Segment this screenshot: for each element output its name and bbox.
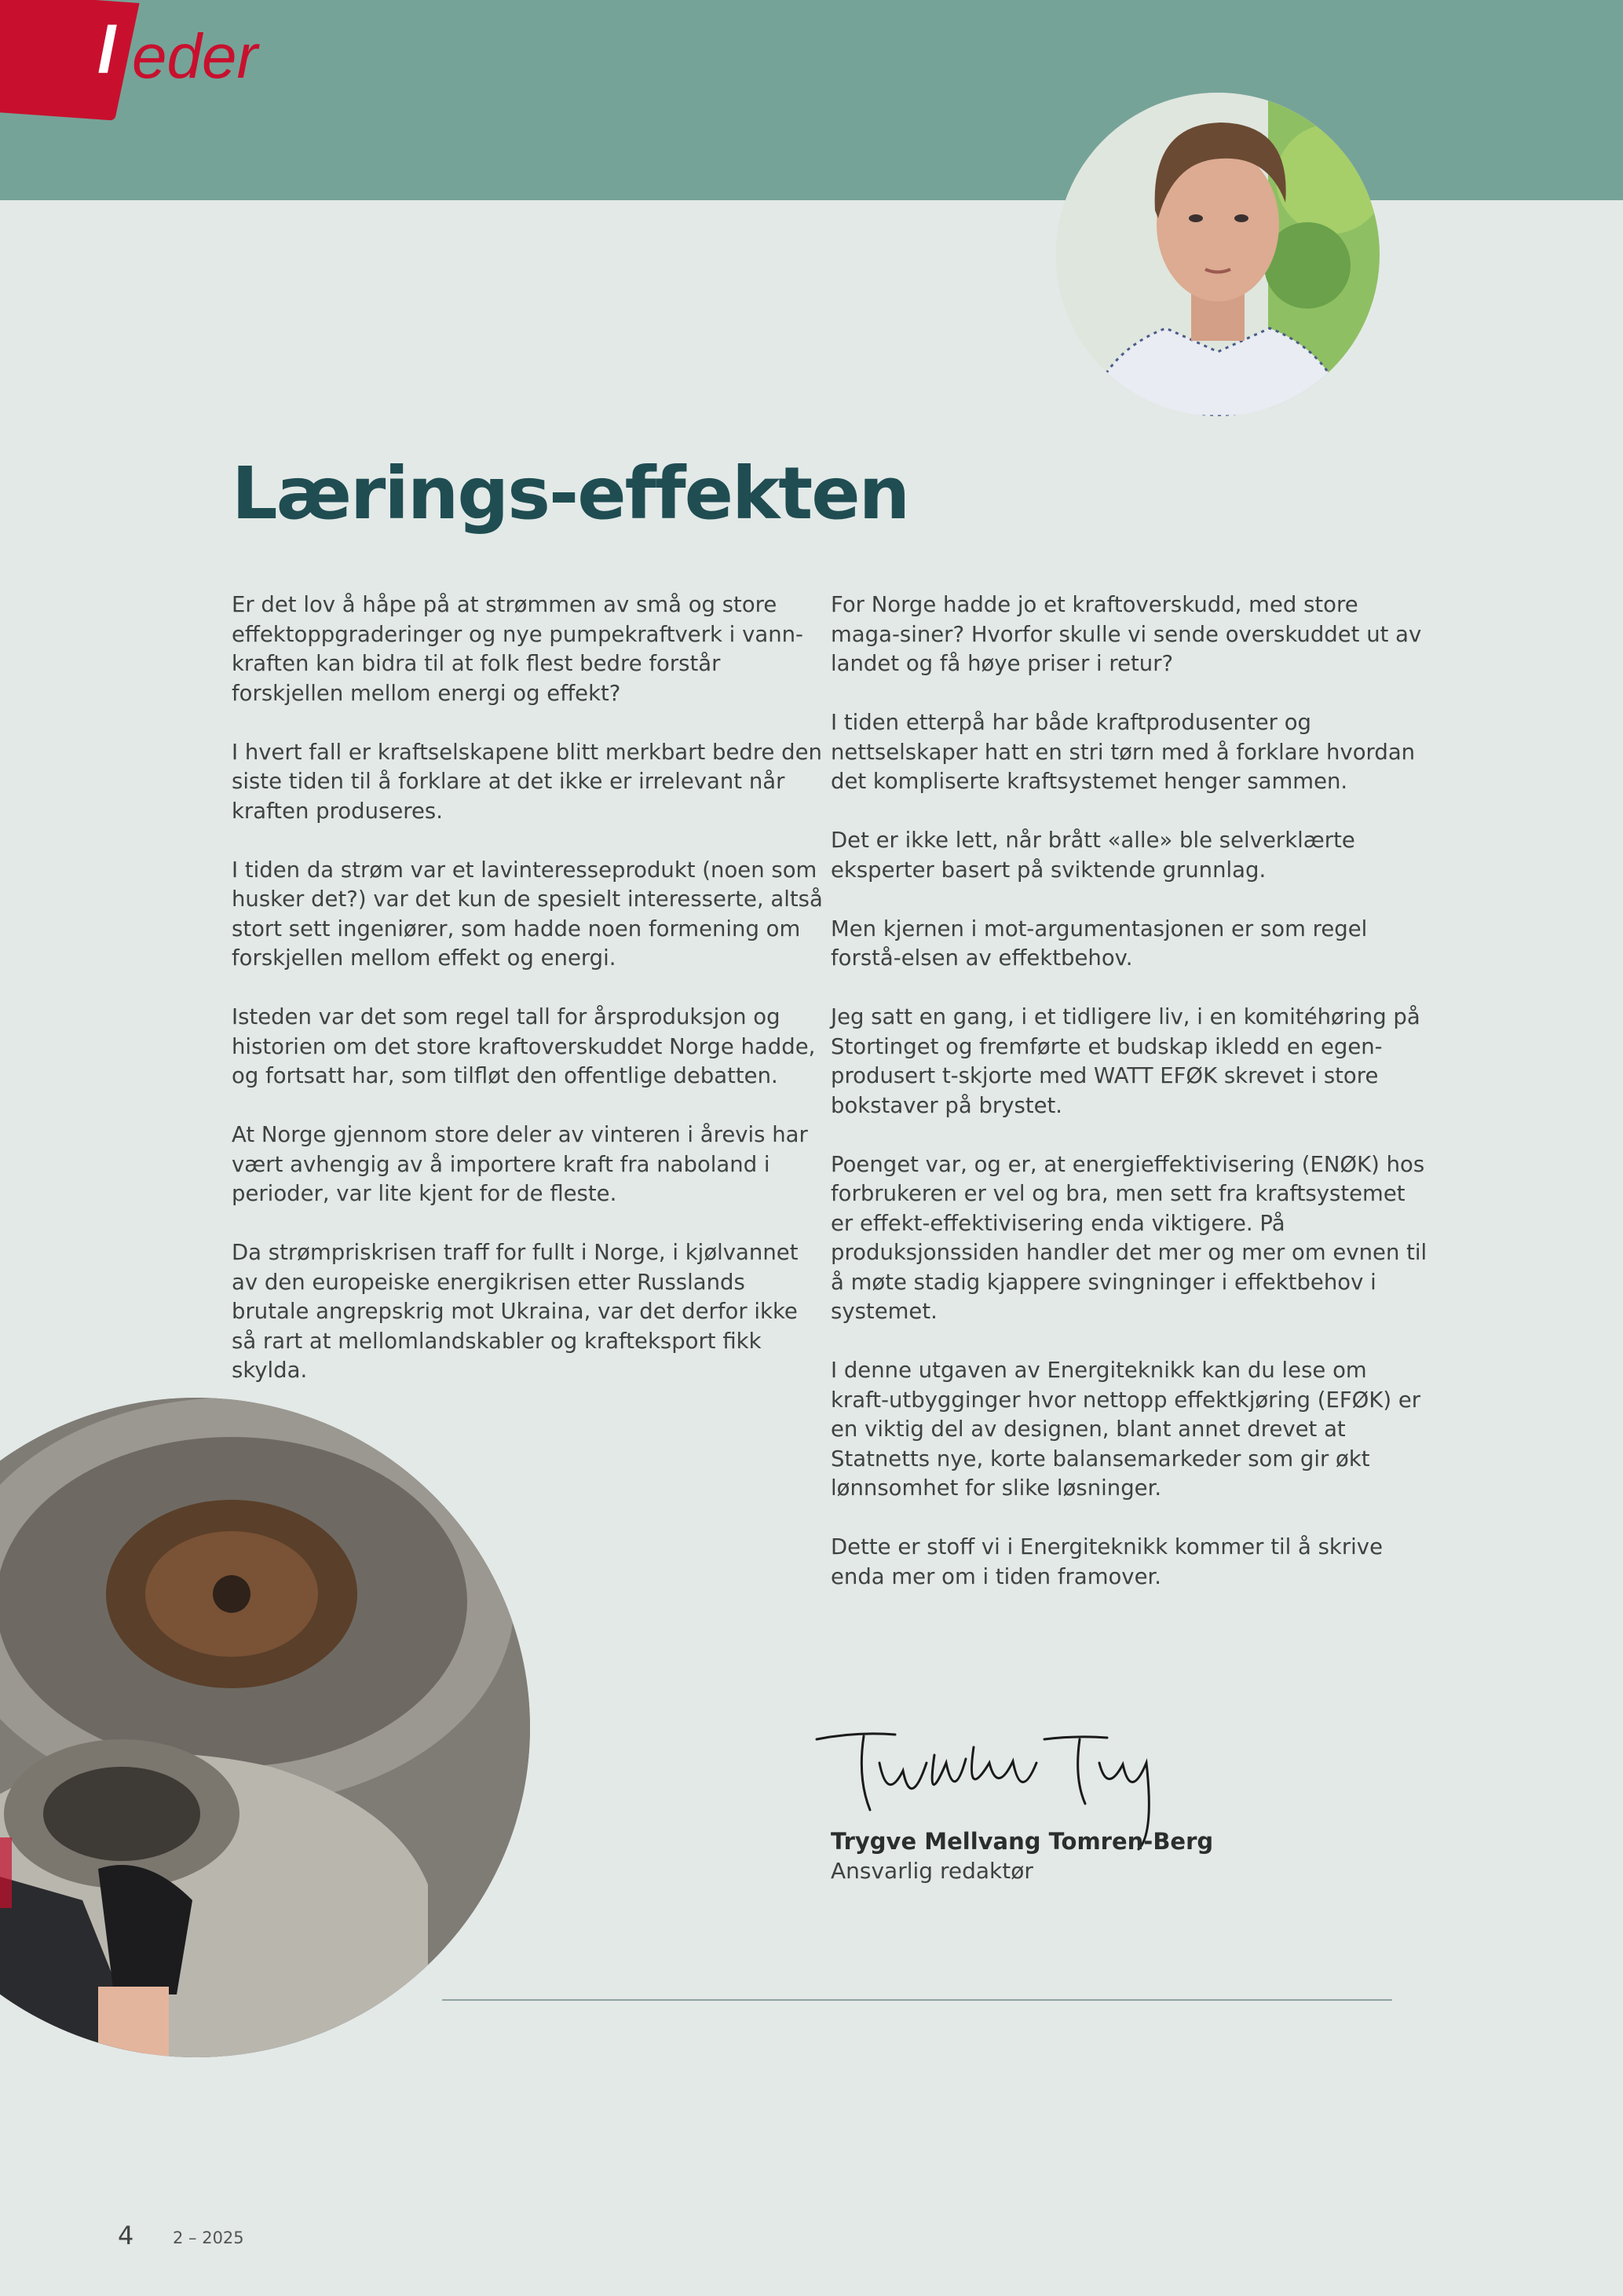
editor-portrait [1056, 93, 1380, 416]
issue-label: 2 – 2025 [173, 2228, 244, 2247]
turbine-photo [0, 1398, 530, 2057]
article-title: Lærings-effekten [232, 452, 909, 536]
section-tag-initial: l [97, 13, 116, 87]
article-column-left [232, 590, 828, 1415]
section-tag [0, 0, 140, 121]
article-column-right [831, 590, 1427, 1621]
paragraph: Poenget var, og er, at energieffektivisering (ENØK) hos forbrukeren er vel og bra, men sett fra kraftsystemet er effekt-effektivisering enda viktigere. På produksjonssiden handler det mer og mer om evnen til å møte stadig kjappere svingninger i effektbehov i systemet. [831, 1151, 1427, 1324]
paragraph: Det er ikke lett, når brått «alle» ble selverklærte eksperter basert på sviktende grunnlag. [831, 828, 1355, 883]
paragraph: I denne utgaven av Energiteknikk kan du lese om kraft-utbygginger hvor nettopp effektkjøring (EFØK) er en viktig del av designen, blant annet drevet at Statnetts nye, korte balansemarkeder som gir økt lønnsomhet for slike løsninger. [831, 1358, 1421, 1501]
paragraph: Er det lov å håpe på at strømmen av små og store effektoppgraderinger og nye pumpekraftverk i vann-kraften kan bidra til at folk flest bedre forstår forskjellen mellom energi og effekt? [232, 592, 803, 706]
paragraph: I tiden etterpå har både kraftprodusenter og nettselskaper hatt en stri tørn med å forklare hvordan det kompliserte kraftsystemet henger sammen. [831, 710, 1416, 794]
paragraph: Men kjernen i mot-argumentasjonen er som regel forstå-elsen av effektbehov. [831, 916, 1368, 971]
paragraph: Jeg satt en gang, i et tidligere liv, i en komitéhøring på Stortinget og fremførte et budskap ikledd en egen-produsert t-skjorte med WATT EFØK skrevet i store bokstaver på brystet. [831, 1004, 1420, 1118]
signature-name: Trygve Mellvang Tomren-Berg [831, 1828, 1214, 1855]
paragraph: Da strømpriskrisen traff for fullt i Norge, i kjølvannet av den europeiske energikrisen etter Russlands brutale angrepskrig mot Ukraina, var det derfor ikke så rart at mellomlandskabler og krafteksport fikk skylda. [232, 1240, 799, 1383]
paragraph: Isteden var det som regel tall for årsproduksjon og historien om det store kraftoverskuddet Norge hadde, og fortsatt har, som tilfløt den offentlige debatten. [232, 1004, 816, 1088]
paragraph: For Norge hadde jo et kraftoverskudd, med store maga-siner? Hvorfor skulle vi sende overskuddet ut av landet og få høye priser i retur? [831, 592, 1422, 676]
paragraph: I tiden da strøm var et lavinteresseprodukt (noen som husker det?) var det kun de spesielt interesserte, altså stort sett ingeniører, som hadde noen formening om forskjellen mellom effekt og energi. [232, 857, 823, 971]
paragraph: At Norge gjennom store deler av vinteren i årevis har vært avhengig av å importere kraft fra naboland i perioder, var lite kjent for de fleste. [232, 1122, 808, 1206]
section-tag-label: eder [132, 21, 258, 91]
paragraph: Dette er stoff vi i Energiteknikk kommer til å skrive enda mer om i tiden framover. [831, 1534, 1383, 1589]
signature-role: Ansvarlig redaktør [831, 1858, 1033, 1884]
paragraph: I hvert fall er kraftselskapene blitt merkbart bedre den siste tiden til å forklare at det ikke er irrelevant når kraften produseres. [232, 739, 822, 824]
page-number: 4 [118, 2221, 134, 2250]
divider-line [442, 1999, 1392, 2001]
